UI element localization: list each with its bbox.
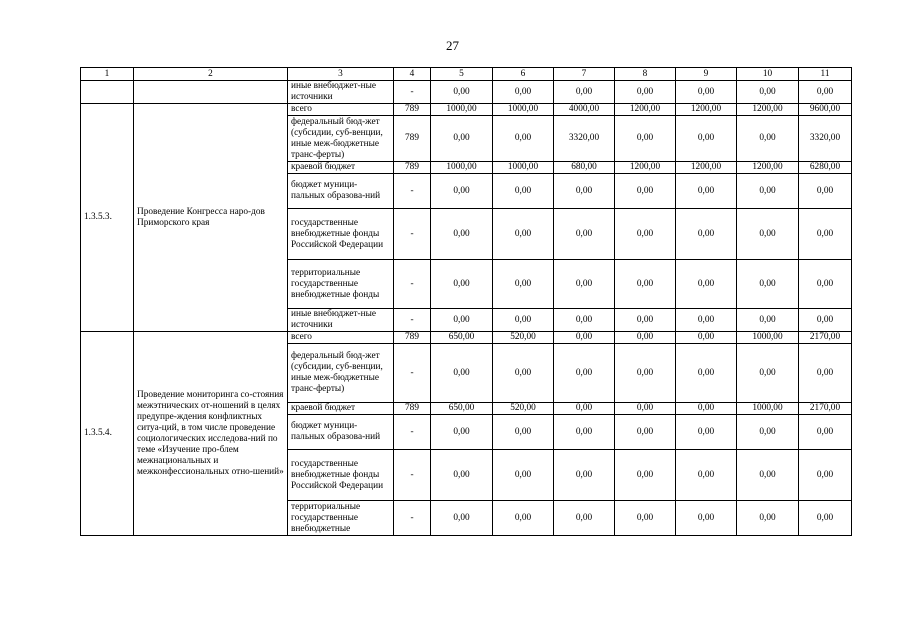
funding-source-cell: государственные внебюджетные фонды Российской Федерации (288, 209, 394, 260)
year-amount-cell: 0,00 (676, 81, 737, 104)
year-amount-cell: 0,00 (615, 260, 676, 309)
year-amount-cell: 0,00 (431, 209, 493, 260)
year-amount-cell: 0,00 (554, 260, 615, 309)
year-amount-cell: 0,00 (554, 332, 615, 344)
year-amount-cell: 0,00 (615, 344, 676, 403)
funding-source-cell: всего (288, 332, 394, 344)
year-amount-cell: 0,00 (554, 403, 615, 415)
year-amount-cell: 1200,00 (676, 104, 737, 116)
grbs-code-cell: 789 (394, 104, 431, 116)
total-amount-cell: 2170,00 (799, 403, 852, 415)
funding-source-cell: иные внебюджет-ные источники (288, 81, 394, 104)
year-amount-cell: 0,00 (676, 415, 737, 450)
year-amount-cell: 1000,00 (737, 403, 799, 415)
grbs-code-cell: 789 (394, 332, 431, 344)
year-amount-cell: 0,00 (493, 309, 554, 332)
table-body (81, 81, 852, 536)
year-amount-cell: 1000,00 (493, 104, 554, 116)
column-header: 1 (81, 68, 134, 81)
column-header: 9 (676, 68, 737, 81)
grbs-code-cell: - (394, 260, 431, 309)
year-amount-cell: 0,00 (431, 415, 493, 450)
year-amount-cell: 0,00 (554, 309, 615, 332)
year-amount-cell: 0,00 (676, 501, 737, 536)
funding-source-cell: бюджет муници-пальных образова-ний (288, 415, 394, 450)
year-amount-cell: 0,00 (737, 415, 799, 450)
year-amount-cell: 1200,00 (615, 104, 676, 116)
year-amount-cell: 0,00 (554, 81, 615, 104)
column-header: 5 (431, 68, 493, 81)
funding-source-cell: бюджет муници-пальных образова-ний (288, 174, 394, 209)
year-amount-cell: 0,00 (615, 174, 676, 209)
year-amount-cell: 680,00 (554, 162, 615, 174)
year-amount-cell: 0,00 (615, 209, 676, 260)
item-code-cell (81, 81, 134, 104)
funding-source-cell: краевой бюджет (288, 403, 394, 415)
year-amount-cell: 0,00 (493, 501, 554, 536)
year-amount-cell: 0,00 (737, 260, 799, 309)
total-amount-cell: 0,00 (799, 81, 852, 104)
grbs-code-cell: - (394, 309, 431, 332)
total-amount-cell: 9600,00 (799, 104, 852, 116)
year-amount-cell: 0,00 (431, 450, 493, 501)
year-amount-cell: 0,00 (615, 309, 676, 332)
year-amount-cell: 650,00 (431, 403, 493, 415)
year-amount-cell: 0,00 (554, 344, 615, 403)
year-amount-cell: 0,00 (493, 81, 554, 104)
year-amount-cell: 0,00 (737, 344, 799, 403)
year-amount-cell: 0,00 (676, 209, 737, 260)
total-amount-cell: 0,00 (799, 309, 852, 332)
grbs-code-cell: - (394, 450, 431, 501)
year-amount-cell: 0,00 (676, 116, 737, 162)
table-row (81, 104, 852, 116)
funding-source-cell: территориальные государственные внебюджетные фонды (288, 260, 394, 309)
column-header: 4 (394, 68, 431, 81)
funding-source-cell: федеральный бюд-жет (субсидии, суб-венции, иные меж-бюджетные транс-ферты) (288, 116, 394, 162)
year-amount-cell: 0,00 (493, 116, 554, 162)
total-amount-cell: 0,00 (799, 260, 852, 309)
grbs-code-cell: 789 (394, 116, 431, 162)
year-amount-cell: 4000,00 (554, 104, 615, 116)
year-amount-cell: 0,00 (676, 260, 737, 309)
year-amount-cell: 0,00 (431, 116, 493, 162)
year-amount-cell: 0,00 (615, 116, 676, 162)
grbs-code-cell: 789 (394, 162, 431, 174)
funding-source-cell: всего (288, 104, 394, 116)
year-amount-cell: 1000,00 (493, 162, 554, 174)
year-amount-cell: 0,00 (493, 209, 554, 260)
year-amount-cell: 0,00 (554, 209, 615, 260)
total-amount-cell: 0,00 (799, 344, 852, 403)
total-amount-cell: 6280,00 (799, 162, 852, 174)
year-amount-cell: 0,00 (615, 450, 676, 501)
year-amount-cell: 0,00 (676, 309, 737, 332)
funding-source-cell: территориальные государственные внебюджетные (288, 501, 394, 536)
year-amount-cell: 1200,00 (737, 104, 799, 116)
year-amount-cell: 0,00 (737, 501, 799, 536)
year-amount-cell: 1000,00 (737, 332, 799, 344)
year-amount-cell: 0,00 (493, 260, 554, 309)
year-amount-cell: 0,00 (554, 450, 615, 501)
total-amount-cell: 0,00 (799, 209, 852, 260)
funding-source-cell: краевой бюджет (288, 162, 394, 174)
year-amount-cell: 0,00 (431, 260, 493, 309)
table-row (81, 332, 852, 344)
funding-source-cell: иные внебюджет-ные источники (288, 309, 394, 332)
year-amount-cell: 0,00 (615, 501, 676, 536)
funding-source-cell: федеральный бюд-жет (субсидии, суб-венции, иные меж-бюджетные транс-ферты) (288, 344, 394, 403)
total-amount-cell: 0,00 (799, 450, 852, 501)
item-code-cell: 1.3.5.4. (81, 332, 134, 536)
year-amount-cell: 0,00 (431, 344, 493, 403)
column-header: 3 (288, 68, 394, 81)
year-amount-cell: 0,00 (493, 415, 554, 450)
year-amount-cell: 0,00 (676, 450, 737, 501)
column-header: 11 (799, 68, 852, 81)
year-amount-cell: 0,00 (493, 174, 554, 209)
year-amount-cell: 0,00 (615, 332, 676, 344)
year-amount-cell: 0,00 (615, 81, 676, 104)
grbs-code-cell: - (394, 415, 431, 450)
grbs-code-cell: - (394, 81, 431, 104)
year-amount-cell: 0,00 (493, 344, 554, 403)
total-amount-cell: 0,00 (799, 174, 852, 209)
column-header: 10 (737, 68, 799, 81)
year-amount-cell: 0,00 (737, 309, 799, 332)
page-number: 27 (446, 38, 459, 53)
year-amount-cell: 0,00 (554, 501, 615, 536)
grbs-code-cell: - (394, 344, 431, 403)
total-amount-cell: 3320,00 (799, 116, 852, 162)
year-amount-cell: 0,00 (737, 116, 799, 162)
item-name-cell (134, 81, 288, 104)
grbs-code-cell: - (394, 174, 431, 209)
table-header (81, 68, 852, 81)
item-name-cell: Проведение мониторинга со-стояния межэтнических от-ношений в целях предупре-ждения конфликтных ситуа-ций, в том числе проведение социологических исследова-ний по теме «Изучение про-блем межнациональных и межконфессиональных отно-шений» (134, 332, 288, 536)
year-amount-cell: 0,00 (737, 174, 799, 209)
column-header: 2 (134, 68, 288, 81)
table-row (81, 81, 852, 104)
year-amount-cell: 0,00 (431, 501, 493, 536)
year-amount-cell: 0,00 (493, 450, 554, 501)
year-amount-cell: 0,00 (431, 81, 493, 104)
year-amount-cell: 520,00 (493, 403, 554, 415)
column-header: 6 (493, 68, 554, 81)
budget-table (80, 67, 852, 536)
year-amount-cell: 1000,00 (431, 104, 493, 116)
year-amount-cell: 0,00 (737, 450, 799, 501)
year-amount-cell: 0,00 (676, 344, 737, 403)
total-amount-cell: 0,00 (799, 501, 852, 536)
grbs-code-cell: - (394, 209, 431, 260)
grbs-code-cell: - (394, 501, 431, 536)
year-amount-cell: 1000,00 (431, 162, 493, 174)
year-amount-cell: 0,00 (676, 332, 737, 344)
year-amount-cell: 0,00 (676, 403, 737, 415)
grbs-code-cell: 789 (394, 403, 431, 415)
year-amount-cell: 1200,00 (615, 162, 676, 174)
column-header: 7 (554, 68, 615, 81)
item-code-cell: 1.3.5.3. (81, 104, 134, 332)
item-name-cell: Проведение Конгресса наро-дов Приморского края (134, 104, 288, 332)
year-amount-cell: 0,00 (737, 81, 799, 104)
funding-source-cell: государственные внебюджетные фонды Российской Федерации (288, 450, 394, 501)
year-amount-cell: 0,00 (431, 174, 493, 209)
year-amount-cell: 0,00 (554, 174, 615, 209)
year-amount-cell: 520,00 (493, 332, 554, 344)
year-amount-cell: 0,00 (615, 403, 676, 415)
year-amount-cell: 650,00 (431, 332, 493, 344)
total-amount-cell: 2170,00 (799, 332, 852, 344)
total-amount-cell: 0,00 (799, 415, 852, 450)
year-amount-cell: 3320,00 (554, 116, 615, 162)
year-amount-cell: 1200,00 (676, 162, 737, 174)
year-amount-cell: 0,00 (615, 415, 676, 450)
year-amount-cell: 0,00 (676, 174, 737, 209)
year-amount-cell: 0,00 (431, 309, 493, 332)
year-amount-cell: 1200,00 (737, 162, 799, 174)
year-amount-cell: 0,00 (554, 415, 615, 450)
column-header: 8 (615, 68, 676, 81)
year-amount-cell: 0,00 (737, 209, 799, 260)
